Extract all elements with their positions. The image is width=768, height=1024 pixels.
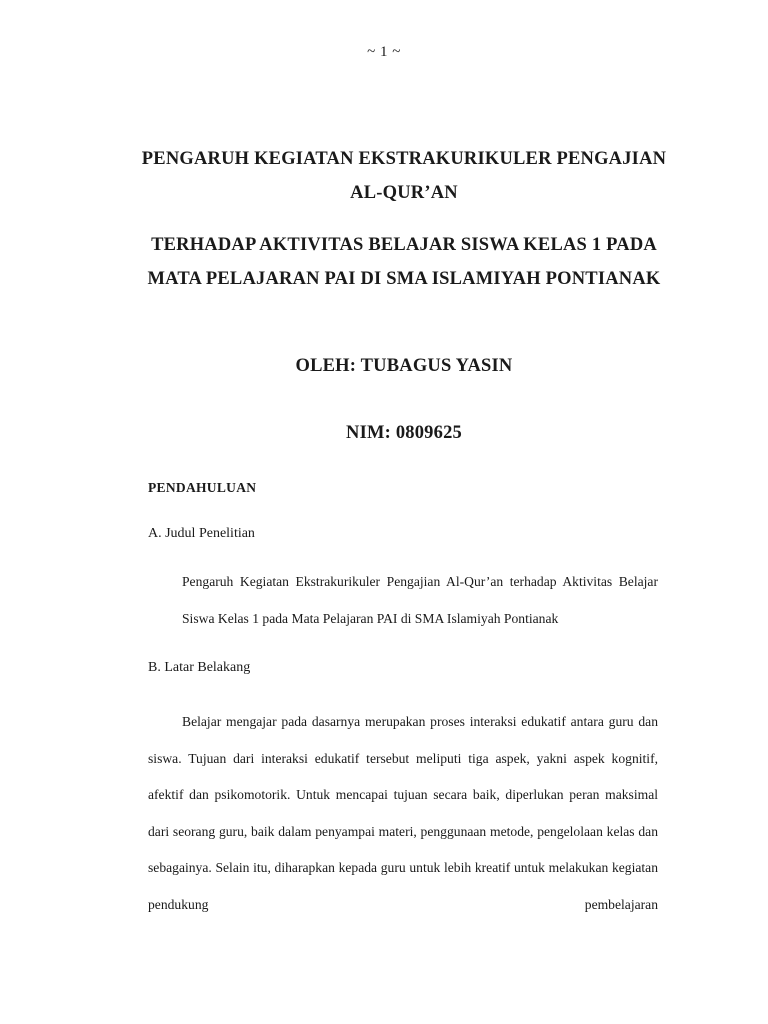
title-main: PENGARUH KEGIATAN EKSTRAKURIKULER PENGAJIAN AL-QUR’AN	[141, 149, 667, 203]
page-number: ~ 1 ~	[367, 44, 401, 60]
student-id-line: NIM: 0809625	[346, 423, 462, 443]
subheading-research-title: A. Judul Penelitian	[148, 526, 255, 541]
title-subtitle: TERHADAP AKTIVITAS BELAJAR SISWA KELAS 1 PADA MATA PELAJARAN PAI DI SMA ISLAMIYAH PONTIANAK	[147, 235, 661, 289]
author-line: OLEH: TUBAGUS YASIN	[295, 356, 513, 376]
paragraph-research-title: Pengaruh Kegiatan Ekstrakurikuler Pengajian Al-Qur’an terhadap Aktivitas Belajar Siswa Kelas 1 pada Mata Pelajaran PAI di SMA Islamiyah Pontianak	[182, 574, 658, 626]
section-heading: PENDAHULUAN	[148, 480, 257, 495]
subheading-background: B. Latar Belakang	[148, 660, 251, 675]
paragraph-background: Belajar mengajar pada dasarnya merupakan proses interaksi edukatif antara guru dan siswa. Tujuan dari interaksi edukatif tersebut meliputi tiga aspek, yakni aspek kognitif, afektif dan psikomotorik. Untuk mencapai tujuan secara baik, diperlukan peran maksimal dari seorang guru, baik dalam penyampai materi, penggunaan metode, pengelolaan kelas dan sebagainya. Selain itu, diharapkan kepada guru untuk lebih kreatif untuk melakukan kegiatan pendukung pembelajaran	[148, 714, 658, 912]
